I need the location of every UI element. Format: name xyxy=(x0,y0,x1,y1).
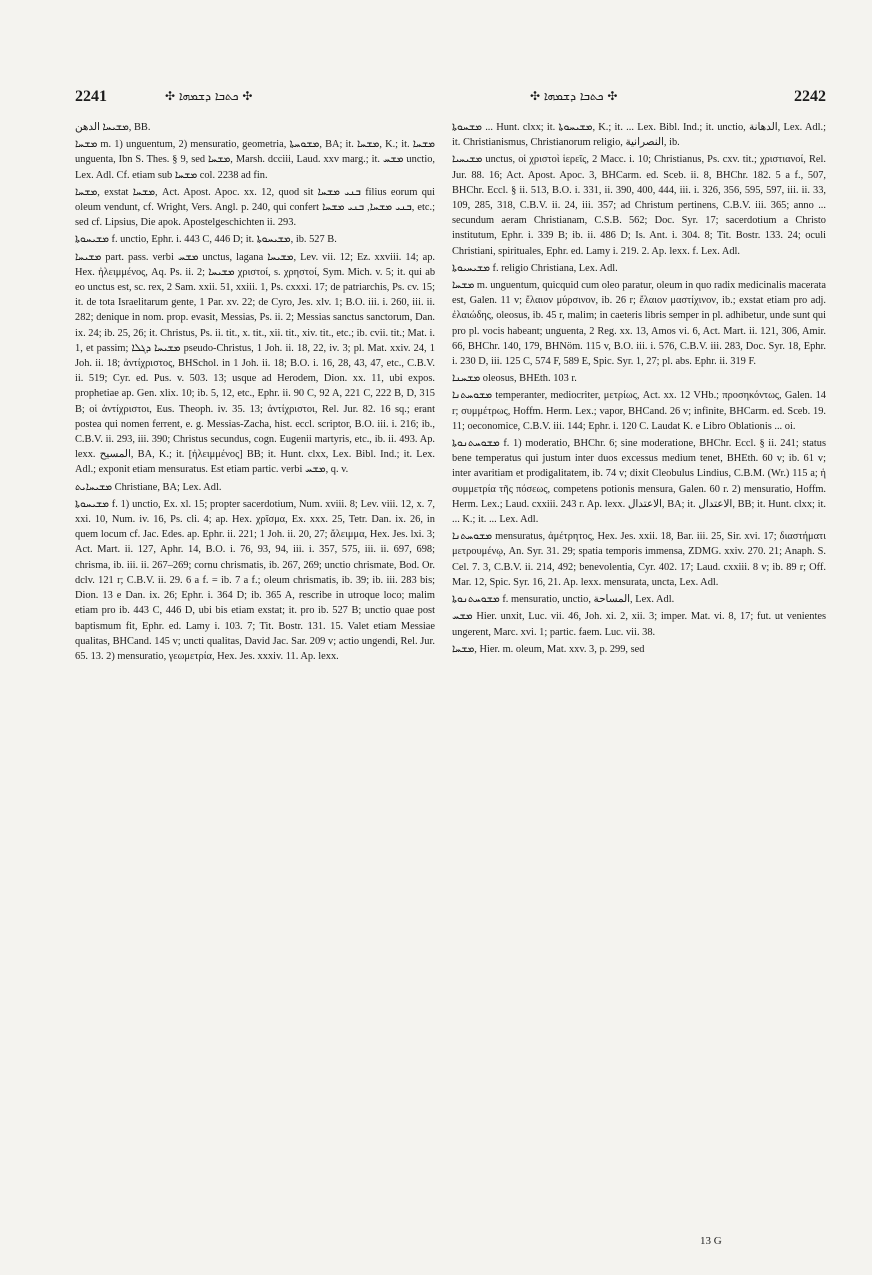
right-page-number: 2242 xyxy=(794,88,826,105)
dictionary-entry: ܡܫܚܐ m. unguentum, quicquid cum oleo paratur, oleum in quo radix medicinalis macerata est, Galen. 11 v; ἔλαιον μύρσινον, ib. 26 r; ἔλαιον μαστίχινον, ib.; exstat etiam pro adj. ἐλαιώδης, oleosus, ib. 45 r, malim; in caeteris libris semper in pl. adhibetur, unde sunt qui pro pl. vocis habeant; unguenta, 2 Reg. xx. 13, Amos vi. 6, Act. Mart. ii. 121, 306, Amir. 66, BHChr. 140, 179, BHNöm. 115 v, B.O. iii. i. 576, C.B.V. iii. 283, Doc. Syr. 18, Ephr. i. 230 D, iii. 125 C, 574 F, 589 E, Spic. Syr. 1, 27; pl. abs. Ephr. ii. 319 F. xyxy=(452,280,826,368)
dictionary-entry: ܡܫܝܚܝܘܬܐ f. religio Christiana, Lex. Adl. xyxy=(452,262,618,274)
dictionary-entry: ܡܫܝܚܐܝܬ Christiane, BA; Lex. Adl. xyxy=(75,481,222,493)
right-column xyxy=(452,120,826,1235)
right-running-title: ✣ ܟܬܒܐ ܕܫܡܗܐ ✣ xyxy=(530,89,618,103)
dictionary-entry: ܡܫܘܚܬܢܐ temperanter, mediocriter, μετρίως, Act. xx. 12 VHb.; προσηκόντως, Galen. 14 r; συμμέτρως, Hoffm. Herm. Lex.; vapor, BHCand. 26 v; infinite, BHCarm. ed. Sceb. 19. 11; oeconomice, C.B.V. iii. 144; Ephr. i. 120 C. Laudat K. e Libro Oblationis ... oi. xyxy=(452,390,826,432)
dictionary-entry: ܡܫܝܚܘܬܐ f. 1) unctio, Ex. xl. 15; propter sacerdotium, Num. xviii. 8; Lev. viii. 12, x. 7, xxi. 10, Num. iv. 16, Ps. cli. 4; ap. Hex. χρῖσμα, Ex. xxx. 25, Tetr. Dan. ix. 26, in quem locum cf. Jac. Edes. ap. Ephr. ii. 221; 1 Joh. ii. 20, 27; ἄλειμμα, Hex. Jes. lxi. 3; Act. Mart. ii. 127, Aphr. 14, B.O. i. 76, 93, 94, iii. i. 357, 575, iii. ii. 697, 698; chrisma, ib. iii. ii. 267–269; cornu chrismatis, ib. 267, 269; unctio chrismate, Bod. Or. dclv. 121 r; C.B.V. ii. 29. 6 a f. = ib. 7 a f.; oleum chrismatis, ib. 39; ib. iii. 283 bis; Dion. 13 e Dan. ix. 26; Ephr. i. 364 D; ib. 365 A, rescribe in utroque loco; malim etiam pro ib. 443 C, 446 D, ubi bis etiam exstat; it. pro ib. 527 B; unctio quae post baptismum fit, Ephr. ed. Lamy i. 103. 7; Tit. Bostr. 131. 15. Valet etiam Messiae qualitas, BHCand. 145 v; uncti qualitas, David Jac. Sar. 209 v; actio ungendi, Rel. Jur. 65. 13. 2) mensuratio, γεωμετρία, Hex. Jes. xxxiv. 11. Ap. lexx. xyxy=(75,498,435,662)
dictionary-entry: ܡܫܚܐ, exstat ܡܫܚܐ, Act. Apost. Apoc. xx. 12, quod sit ܒܢܝ ܡܫܚܐ filius eorum qui oleum vendunt, cf. Wright, Vers. Angl. p. 240, qui confert ܒܢܝ ܡܫܚܐ, ܒܢܝ ܡܫܚܐ, etc.; sed cf. Lipsius, Die apok. Apostelgeschichten ii. 293. xyxy=(75,186,435,229)
dictionary-entry: ܡܫܝܚܝܐ unctus, οἱ χριστοὶ ἱερεῖς, 2 Macc. i. 10; Christianus, Ps. cxv. tit.; χριστιανοί, Rel. Jur. 88. 16; Act. Apost. Apoc. 3, BHCarm. ed. Sceb. ii. 8, BHChr. 182. 5 a f., 507, BHChr. Eccl. § ii. 513, B.O. i. 331, ii. 390, 400, 444, iii. i. 326, 356, 595, 597, iii. ii. 33, 109, 285, 318, C.B.V. ii. 24, iii. 357; ad Christum pertinens, C.B.V. iii. 365; anno ... secundum aeram Christianam, C.S.B. 562; Doc. Syr. 17; sacerdotium a Christo institutum, Ephr. i. 339 B; ib. ii. 486 D; Is. Ant. i. 304. 8; Tit. Bostr. 133. 24; oculi Christiani, spirituales, Ephr. ed. Lamy i. 219. 2. Ap. lexx. f. Lex. Adl. xyxy=(452,154,826,257)
dictionary-entry: ܡܫܚܢܐ oleosus, BHEth. 103 r. xyxy=(452,373,577,385)
dictionary-entry: ܡܫܚ Hier. unxit, Luc. vii. 46, Joh. xi. 2, xii. 3; imper. Mat. vi. 8, 17; fut. ut venientes ungerent, Marc. xvi. 1; partic. faem. Luc. vii. 38. xyxy=(452,611,826,638)
signature-mark: 13 G xyxy=(700,1235,722,1247)
dictionary-entry: ܡܫܝܚܐ part. pass. verbi ܡܫܚ unctus, lagana ܡܫܝܚܐ, Lev. vii. 12; Ez. xxviii. 14; ap. Hex. ἠλειμμένος, Aq. Ps. ii. 2; ܡܫܝܚܐ χριστοί, s. χρηστοί, Sym. Mich. v. 5; it. qui ab eo unctus est, sc. rex, 2 Sam. xxii. 51, xxiii. 1, Ps. cxxxi. 17; de patriarchis, Ps. cv. 15; it. de tota Israelitarum gente, 1 Par. xv. 22; de Cyro, Jes. xlv. 1; B.O. iii. i. 260, iii. ii. 282; denique in nom. prop. evasit, Messias, Ps. ii. 2; Messias sanctus sanctorum, Dan. ix. 24; ib. 25, 26; it. Christus, Ps. ii. tit., x. tit., xii. tit., xiv. tit., etc.; ib. cvii. tit.; Mat. i. 1, et passim; ܡܫܝܚܐ ܕܓܠܐ pseudo-Christus, 1 Joh. ii. 18, 22, iv. 3; pl. Mat. xxiv. 24, 1 Joh. ii. 18; ἀντίχριστος, BHSchol. in 1 Joh. ii. 18; B.O. i. 16, 28, 43, 47, etc., C.B.V. ii. 519; Cyr. ed. Pus. v. 503. 13; usque ad Herodem, Dion. xx. 11, ubi expos. prophetiae ap. Gen. xlix. 10; ib. 5, 12, etc., Ephr. ii. 90 C, 92 A, 221 C, 222 B, D, 315 B; οἱ ἀντίχριστοι, Eus. Theoph. iv. 35. 13; ἀντίχριστοι, Rel. Jur. 82. 16 sq.; erant postea qui nomen ferrent, e. g. Messias-Zacha, hist. eccl. scriptor, B.O. iii. i. 216; ib., C.B.V. ii. 293, iii. 390; Christus secundus, cogn. Eugenii martyris, etc., ib. ii. 493. Ap. lexx. المسيح, BA, K.; it. [ἠλειμμένος] BB; it. Hunt. clxx, Lex. Bibl. Ind.; it. Lex. Adl.; exponit etiam mensuratus. Est etiam partic. verbi ܡܫܚ, q. v. xyxy=(75,251,435,476)
left-page-number: 2241 xyxy=(75,88,107,105)
running-header xyxy=(75,88,826,114)
left-column xyxy=(75,120,435,1235)
dictionary-entry: ܡܫܝܚܐ الدهن, BB. xyxy=(75,122,151,133)
dictionary-entry: ܡܫܘܚܬܢܘܬܐ f. mensuratio, unctio, المساحة, Lex. Adl. xyxy=(452,594,675,606)
dictionary-entry: ܡܫܚܘܬܐ ... Hunt. clxx; it. ܡܫܝܚܘܬܐ, K.; it. ... Lex. Bibl. Ind.; it. unctio, الدهانة, Lex. Adl.; it. Christianismus, Christianorum religio, النصرانية, ib. xyxy=(452,122,826,149)
dictionary-entry: ܡܫܝܚܘܬܐ f. unctio, Ephr. i. 443 C, 446 D; it. ܡܫܝܚܘܬܐ, ib. 527 B. xyxy=(75,234,337,246)
dictionary-entry: ܡܫܘܚܬܢܘܬܐ f. 1) moderatio, BHChr. 6; sine moderatione, BHChr. Eccl. § ii. 241; status bene temperatus qui justum inter duos excessus medium tenet, BHEth. 60 v; ib. 61 v; inter avaritiam et prodigalitatem, ib. 74 v; dixit Cleobulus Lindius, C.B.M. (Wr.) 115 a; ἡ συμμετρία τῆς πόσεως, competens potionis mensura, Galen. 60 r. 2) mensuratio, Hoffm. Herm. Lex.; Laud. cxxiii. 243 r. Ap. lexx. الاعتدال, BA; it. الاعتدال, BB; it. Hunt. clxx; it. ... K.; it. ... Lex. Adl. xyxy=(452,438,826,526)
left-running-title: ✣ ܟܬܒܐ ܕܫܡܗܐ ✣ xyxy=(165,89,253,103)
dictionary-entry: ܡܫܚܐ m. 1) unguentum, 2) mensuratio, geometria, ܡܫܘܚܬܐ, BA; it. ܡܫܚܐ, K.; it. ܡܫܚܐ unguenta, Ibn S. Thes. § 9, sed ܡܫܚܐ, Marsh. dcciii, Laud. xxv marg.; it. ܡܫܚ unctio, Lex. Adl. Cf. etiam sub ܡܫܚܐ col. 2238 ad fin. xyxy=(75,139,435,181)
dictionary-entry: ܡܫܚܐ, Hier. m. oleum, Mat. xxv. 3, p. 299, sed xyxy=(452,643,645,655)
dictionary-entry: ܡܫܘܚܬܢܐ mensuratus, ἀμέτρητος, Hex. Jes. xxii. 18, Bar. iii. 25, Sir. xvi. 17; διαστήματι μετρουμένῳ, An. Syr. 31. 29; spatia temporis immensa, ZDMG. xxiv. 270. 21; Anaph. S. Cel. 7. 3, C.B.V. ii. 214, 492; benevolentia, Cyr. 402. 17; Laud. cxxiii. 8 v; ib. 89 r; Off. Mar. 12, Spic. Syr. 16, 21. Ap. lexx. mensurata, uncta, Lex. Adl. xyxy=(452,531,826,588)
